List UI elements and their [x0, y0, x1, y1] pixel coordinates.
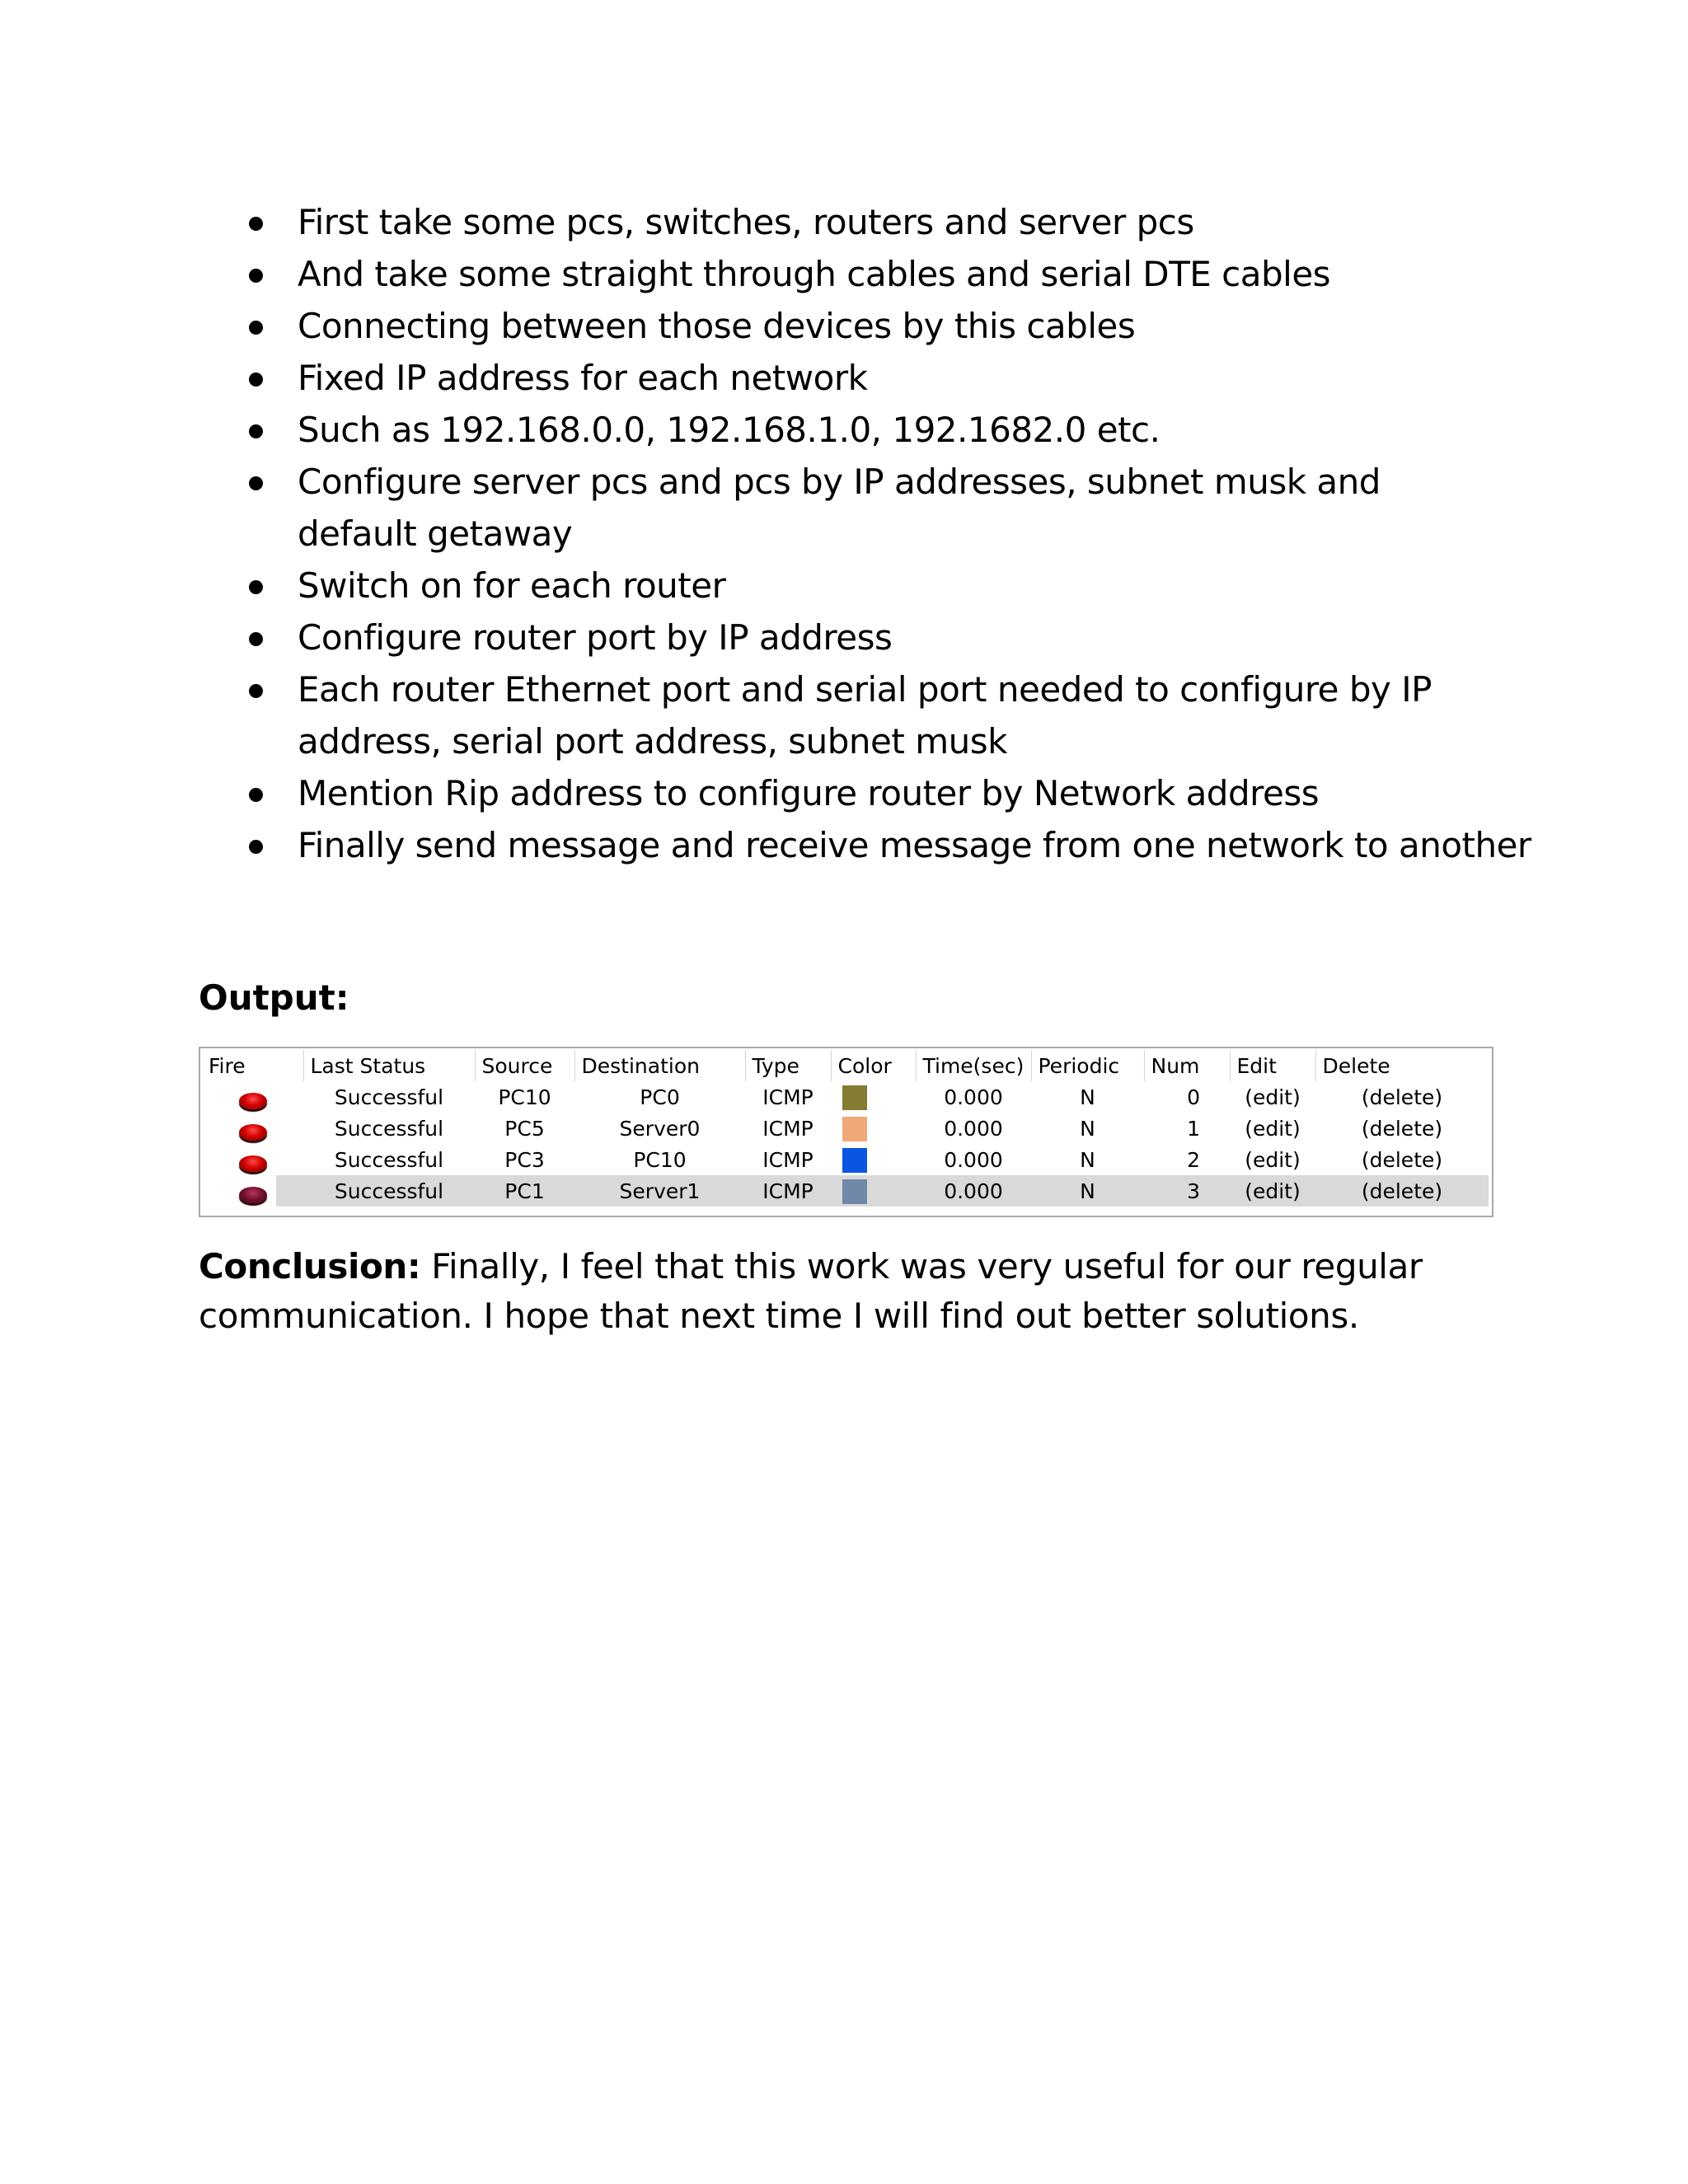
table-header-row [202, 1050, 1489, 1081]
time-cell: 0.000 [944, 1085, 1003, 1109]
periodic-cell: N [1031, 1175, 1144, 1207]
list-item-text: Fixed IP address for each network [298, 358, 868, 398]
list-item-text: First take some pcs, switches, routers and server pcs [298, 202, 1194, 242]
list-item [243, 663, 1443, 767]
conclusion-label: Conclusion: [199, 1246, 421, 1286]
destination-cell: Server1 [574, 1175, 745, 1207]
list-item [243, 767, 1562, 819]
last-status-cell: Successful [334, 1116, 444, 1141]
table-row[interactable] [202, 1081, 1489, 1113]
list-item [243, 300, 1562, 352]
color-cell [831, 1113, 916, 1144]
source-cell: PC5 [504, 1116, 545, 1141]
type-cell: ICMP [762, 1147, 814, 1172]
time-cell: 0.000 [916, 1175, 1031, 1207]
list-item [243, 819, 1562, 871]
table-row[interactable] [202, 1175, 1489, 1207]
edit-link[interactable]: (edit) [1245, 1116, 1301, 1141]
header-destination[interactable]: Destination [574, 1050, 745, 1081]
list-item-text: Finally send message and receive message from one network to another [298, 825, 1531, 865]
bullet-icon [249, 580, 263, 594]
fire-cell [202, 1081, 303, 1113]
bullet-icon [249, 684, 263, 698]
list-item-text: Configure server pcs and pcs by IP addresses, subnet musk and default getaway [298, 462, 1381, 554]
bullet-icon [249, 788, 263, 802]
pdu-table [202, 1050, 1489, 1207]
destination-cell: PC0 [640, 1085, 680, 1109]
selection-highlight [276, 1175, 303, 1207]
last-status-cell: Successful [303, 1175, 475, 1207]
num-cell: 3 [1144, 1175, 1230, 1207]
time-cell: 0.000 [944, 1147, 1003, 1172]
num-cell: 0 [1187, 1085, 1200, 1109]
list-item [243, 560, 1562, 612]
fire-button-icon[interactable] [239, 1187, 267, 1203]
color-swatch [842, 1085, 867, 1110]
output-heading: Output: [199, 977, 349, 1018]
bullet-icon [249, 321, 263, 335]
header-fire[interactable]: Fire [202, 1050, 303, 1081]
list-item [243, 404, 1562, 456]
last-status-cell: Successful [334, 1085, 444, 1109]
bullet-icon [249, 217, 263, 231]
last-status-cell: Successful [334, 1147, 444, 1172]
color-swatch [842, 1117, 867, 1141]
source-cell: PC3 [504, 1147, 545, 1172]
header-source[interactable]: Source [475, 1050, 574, 1081]
fire-cell [202, 1144, 303, 1175]
destination-cell: PC10 [633, 1147, 687, 1172]
header-last-status[interactable]: Last Status [303, 1050, 475, 1081]
list-item-text: And take some straight through cables and serial DTE cables [298, 254, 1331, 294]
edit-link[interactable]: (edit) [1245, 1147, 1301, 1172]
header-num[interactable]: Num [1144, 1050, 1230, 1081]
conclusion-paragraph [199, 1242, 1517, 1341]
time-cell: 0.000 [944, 1116, 1003, 1141]
periodic-cell: N [1080, 1085, 1095, 1109]
list-item [243, 248, 1562, 300]
header-time[interactable]: Time(sec) [916, 1050, 1031, 1081]
list-item-text: Configure router port by IP address [298, 617, 893, 658]
list-item [243, 456, 1484, 560]
source-cell: PC1 [475, 1175, 574, 1207]
fire-button-icon[interactable] [239, 1093, 267, 1109]
source-cell: PC10 [498, 1085, 551, 1109]
pdu-list-panel [199, 1047, 1493, 1217]
type-cell: ICMP [762, 1116, 814, 1141]
color-swatch [842, 1179, 867, 1204]
bullet-icon [249, 632, 263, 646]
procedure-list [243, 196, 1562, 871]
color-swatch [842, 1148, 867, 1173]
periodic-cell: N [1080, 1116, 1095, 1141]
delete-link[interactable]: (delete) [1361, 1085, 1443, 1109]
color-cell [831, 1175, 916, 1207]
table-row[interactable] [202, 1113, 1489, 1144]
list-item-text: Mention Rip address to configure router by Network address [298, 773, 1320, 813]
conclusion-text: Finally, I feel that this work was very useful for our regular communication. I hope that next time I will find out better solutions. [199, 1246, 1423, 1336]
edit-link[interactable]: (edit) [1230, 1175, 1315, 1207]
bullet-icon [249, 476, 263, 490]
periodic-cell: N [1080, 1147, 1095, 1172]
list-item-text: Such as 192.168.0.0, 192.168.1.0, 192.1682.0 etc. [298, 410, 1160, 450]
table-row[interactable] [202, 1144, 1489, 1175]
bullet-icon [249, 424, 263, 438]
edit-link[interactable]: (edit) [1245, 1085, 1301, 1109]
type-cell: ICMP [762, 1085, 814, 1109]
header-edit[interactable]: Edit [1230, 1050, 1315, 1081]
fire-cell [202, 1113, 303, 1144]
type-cell: ICMP [745, 1175, 831, 1207]
fire-cell [202, 1175, 303, 1207]
bullet-icon [249, 373, 263, 387]
num-cell: 2 [1187, 1147, 1200, 1172]
fire-button-icon[interactable] [239, 1155, 267, 1172]
list-item [243, 612, 1562, 663]
color-cell [831, 1144, 916, 1175]
list-item [243, 196, 1562, 248]
list-item-text: Each router Ethernet port and serial port needed to configure by IP address, serial port address, subnet musk [298, 669, 1432, 762]
header-type[interactable]: Type [745, 1050, 831, 1081]
header-color[interactable]: Color [831, 1050, 916, 1081]
fire-button-icon[interactable] [239, 1124, 267, 1141]
delete-link[interactable]: (delete) [1361, 1147, 1443, 1172]
list-item-text: Switch on for each router [298, 565, 726, 606]
bullet-icon [249, 840, 263, 854]
num-cell: 1 [1187, 1116, 1200, 1141]
color-cell [831, 1081, 916, 1113]
destination-cell: Server0 [619, 1116, 701, 1141]
delete-link[interactable]: (delete) [1361, 1116, 1443, 1141]
bullet-icon [249, 269, 263, 283]
list-item [243, 352, 1562, 404]
delete-link[interactable]: (delete) [1315, 1175, 1489, 1207]
header-delete[interactable]: Delete [1315, 1050, 1489, 1081]
header-periodic[interactable]: Periodic [1031, 1050, 1144, 1081]
list-item-text: Connecting between those devices by this cables [298, 306, 1136, 346]
